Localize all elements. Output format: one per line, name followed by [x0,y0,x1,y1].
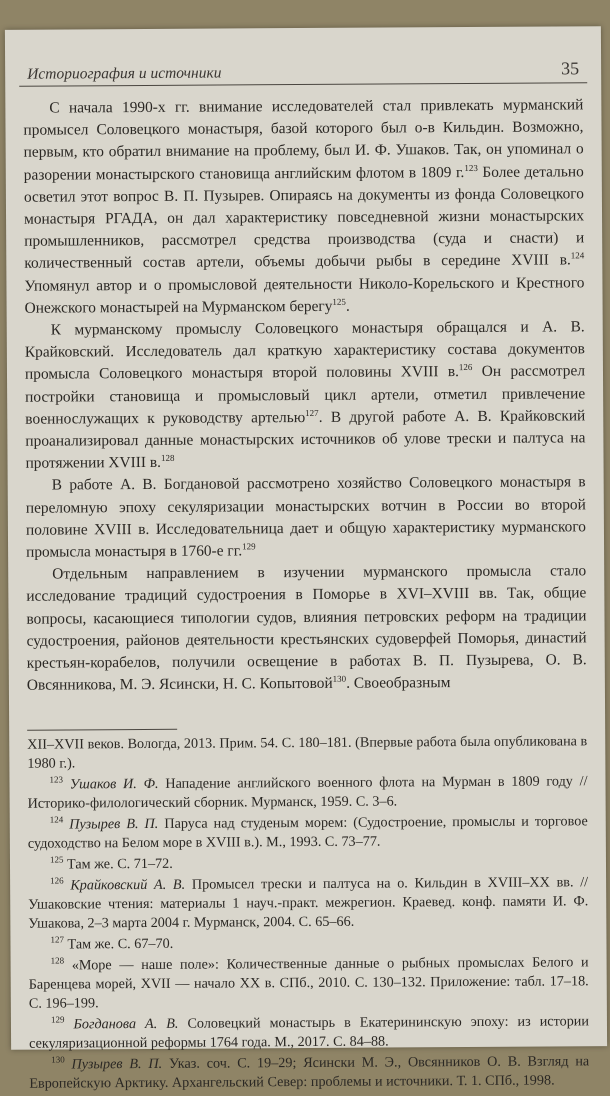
footnote-author: Крайковский А. В. [70,876,186,894]
footnote [29,1052,589,1093]
text-segment: С начала 1990-х гг. внимание исследователей стал привлекать мурманский промысел Соловецкого монастыря, базой которого был о-в Кильдин. Возможно, первым, кто обратил внимание на проблему, был И. Ф. Ушаков. Так, он упоминал о разорении монастырского становища английским флотом в 1809 г. [23,96,584,184]
text-segment: Отдельным направлением в изучении мурманского промысла стало исследование традиций судостроения в Поморье в XVI–XVIII вв. Так, общие вопросы, касающиеся типологии судов, влияния петровских реформ на традиции судостроения, районов деятельности крестьянских судоверфей Поморья, династий крестьян-корабелов, получили освещение в работах В. П. Пузырева, О. В. Овсянникова, М. Э. Ясински, Н. С. Копытовой [26,562,587,694]
paragraph [26,561,587,698]
footnote [28,932,588,954]
footnote-text: «Море — наше поле»: Количественные данные о рыбных промыслах Белого и Баренцева морей, XVII — начало XX в. СПб., 2010. С. 130–132. Приложение: табл. 17–18. С. 196–199. [28,954,589,1012]
footnote-ref: 124 [570,250,585,261]
book-page [5,26,607,1092]
footnote [27,772,587,813]
footnote [29,953,589,1013]
paragraph [25,316,586,475]
text-segment: В работе А. В. Богдановой рассмотрено хозяйство Соловецкого монастыря в переломную эпоху секуляризации монастырских вотчин в России во второй половине XVIII в. Исследовательница дает и общую характеристику мурманского промысла монастыря в 1760-е гг. [25,473,586,561]
footnote-number: 127 [50,934,64,945]
text-segment: . Своеобразным [346,674,451,693]
footnote-text: Там же. С. 67–70. [67,935,174,953]
footnote-text: Промысел трески и палтуса на о. Кильдин в XVIII–XX вв. // Ушаковские чтения: материалы 1 науч.-практ. межрегион. Краевед. конф. памяти И. Ф. Ушакова, 2–3 марта 2004 г. Мурманск, 2004. С. 65–66. [28,874,589,932]
footnote-text: Паруса над студеным морем: (Судостроение, промыслы и торговое судоходство на Белом море в XVIII в.). М., 1993. С. 73–77. [27,813,588,852]
text-segment: . [345,297,350,315]
footnote [28,852,588,874]
footnote-text: Там же. С. 71–72. [66,855,173,873]
footnote-number: 130 [51,1054,65,1065]
footnote-ref: 129 [242,541,256,552]
text-segment: К мурманскому промыслу Соловецкого монастыря обращался и А. В. Крайковский. Исследователь дал краткую характеристику состава документов промысла Соловецкого монастыря второй половины XVIII в. [24,318,585,384]
running-header [19,56,587,85]
footnote-ref: 130 [332,674,347,685]
footnotes [27,732,589,1095]
footnote [28,812,588,853]
paragraph [26,472,587,564]
text-segment: . В другой работе А. В. Крайковский проанализировал данные монастырских источников об улове трески и палтуса на протяжении XVIII в. [25,407,586,472]
text-segment: Упомянул автор и о промысловой деятельности Николо-Корельского и Крестного Онежского монастырей на Мурманском берегу [24,273,585,317]
footnote-number: 126 [50,875,64,886]
footnote [29,1012,589,1053]
footnote-number: 124 [49,814,64,825]
footnote-rule [27,729,177,731]
footnote-author: Пузырев В. П. [71,1055,163,1073]
footnote-number: 129 [50,1014,65,1025]
footnote-text: Соловецкий монастырь в Екатерининскую эпоху: из истории секуляризационной реформы 1764 года. М., 2017. С. 84–88. [29,1013,590,1052]
footnote-ref: 127 [305,407,319,418]
footnote-number: 128 [50,955,65,966]
text-segment: Более детально осветил этот вопрос В. П. Пузырев. Опираясь на документы из фонда Соловецкого монастыря РГАДА, он дал характеристику повседневной жизни монастырских промышленников, рассмотрел средства производства (суда и снасти) и количественный состав артели, объемы добычи рыбы в середине XVIII в. [23,162,585,273]
running-title: Историография и источники [27,64,222,83]
footnote [28,873,588,933]
footnote-author: Ушаков И. Ф. [69,775,159,793]
main-text [23,94,587,697]
footnote-continuation: XII–XVII веков. Вологда, 2013. Прим. 54. С. 180–181. (Впервые работа была опубликована в 1980 г.). [27,733,588,772]
footnote-ref: 126 [458,362,473,373]
paragraph [23,94,584,319]
footnote-author: Пузырев В. П. [69,815,159,833]
footnote-text: Указ. соч. С. 19–29; Ясински М. Э., Овсянников О. В. Взгляд на Европейскую Арктику. Архангельский Север: проблемы и источники. Т. 1. СПб., 1998. [29,1053,590,1092]
footnote-ref: 128 [160,453,175,464]
footnote-ref: 125 [332,296,346,307]
page-number: 35 [561,58,580,79]
text-segment: Он рассмотрел постройки становища и промысловый цикл артели, отметил привлечение военнослужащих к руководству артелью [25,362,586,428]
footnote-text: Нападение английского военного флота на Мурман в 1809 году // Историко-филологический сборник. Мурманск, 1959. С. 3–6. [27,773,588,812]
footnote-number: 125 [49,854,64,865]
footnote-number: 123 [49,774,64,785]
footnote-ref: 123 [464,162,478,173]
footnote-author: Богданова А. В. [73,1015,179,1033]
